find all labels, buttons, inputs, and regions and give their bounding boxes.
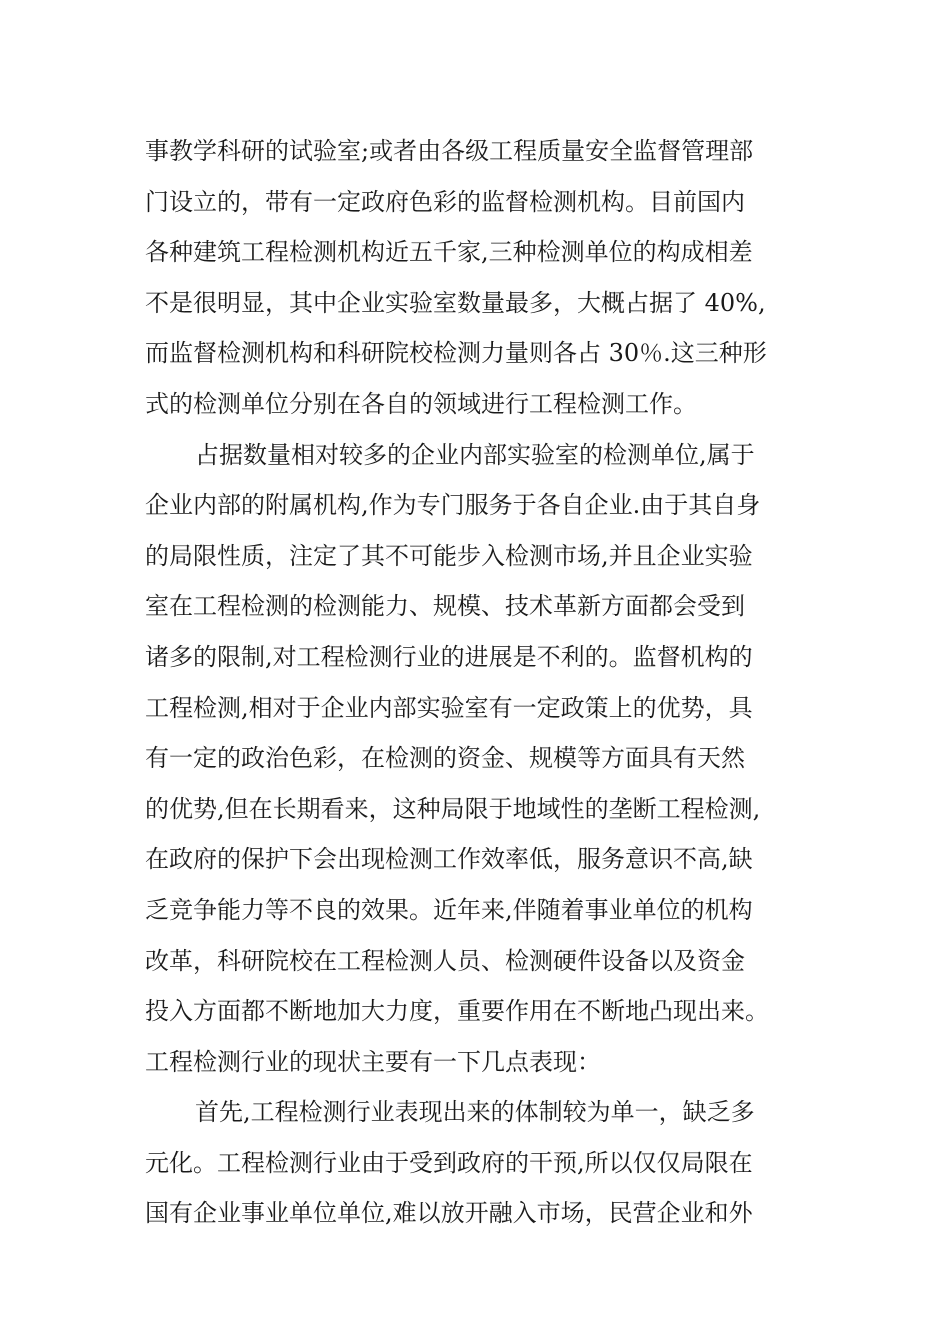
text-line: 工程检测行业的现状主要有一下几点表现： (145, 1047, 601, 1076)
text-line: 企业内部的附属机构,作为专门服务于各自企业.由于其自身 (145, 491, 761, 520)
text-line: 乏竞争能力等不良的效果。近年来,伴随着事业单位的机构 (145, 895, 753, 924)
text-line: 有一定的政治色彩，在检测的资金、规模等方面具有天然 (145, 744, 745, 773)
text-line: 式的检测单位分别在各自的领域进行工程检测工作。 (145, 389, 697, 418)
text-line: 的优势,但在长期看来，这种局限于地域性的垄断工程检测, (145, 794, 761, 823)
text-line: 在政府的保护下会出现检测工作效率低，服务意识不高,缺 (145, 845, 753, 874)
text-line: 而监督检测机构和科研院校检测力量则各占 30％.这三种形 (145, 339, 767, 368)
paragraph-first-line: 占据数量相对较多的企业内部实验室的检测单位,属于 (195, 440, 755, 469)
text-line: 改革，科研院校在工程检测人员、检测硬件设备以及资金 (145, 946, 745, 975)
text-line: 室在工程检测的检测能力、规模、技术革新方面都会受到 (145, 592, 745, 621)
text-line: 元化。工程检测行业由于受到政府的干预,所以仅仅局限在 (145, 1148, 753, 1177)
text-line: 不是很明显，其中企业实验室数量最多，大概占据了 40%, (145, 288, 766, 317)
paragraph-first-line: 首先,工程检测行业表现出来的体制较为单一，缺乏多 (195, 1098, 755, 1127)
text-line: 门设立的，带有一定政府色彩的监督检测机构。目前国内 (145, 187, 745, 216)
text-line: 的局限性质，注定了其不可能步入检测市场,并且企业实验 (145, 541, 753, 570)
text-line: 各种建筑工程检测机构近五千家,三种检测单位的构成相差 (145, 238, 753, 267)
text-line: 事教学科研的试验室;或者由各级工程质量安全监督管理部 (145, 137, 754, 165)
body-text (145, 126, 805, 1239)
text-line: 工程检测,相对于企业内部实验室有一定政策上的优势，具 (145, 693, 753, 722)
text-line: 投入方面都不断地加大力度，重要作用在不断地凸现出来。 (145, 997, 769, 1026)
text-line: 诸多的限制,对工程检测行业的进展是不利的。监督机构的 (145, 642, 753, 671)
text-line: 国有企业事业单位单位,难以放开融入市场，民营企业和外 (145, 1199, 753, 1228)
